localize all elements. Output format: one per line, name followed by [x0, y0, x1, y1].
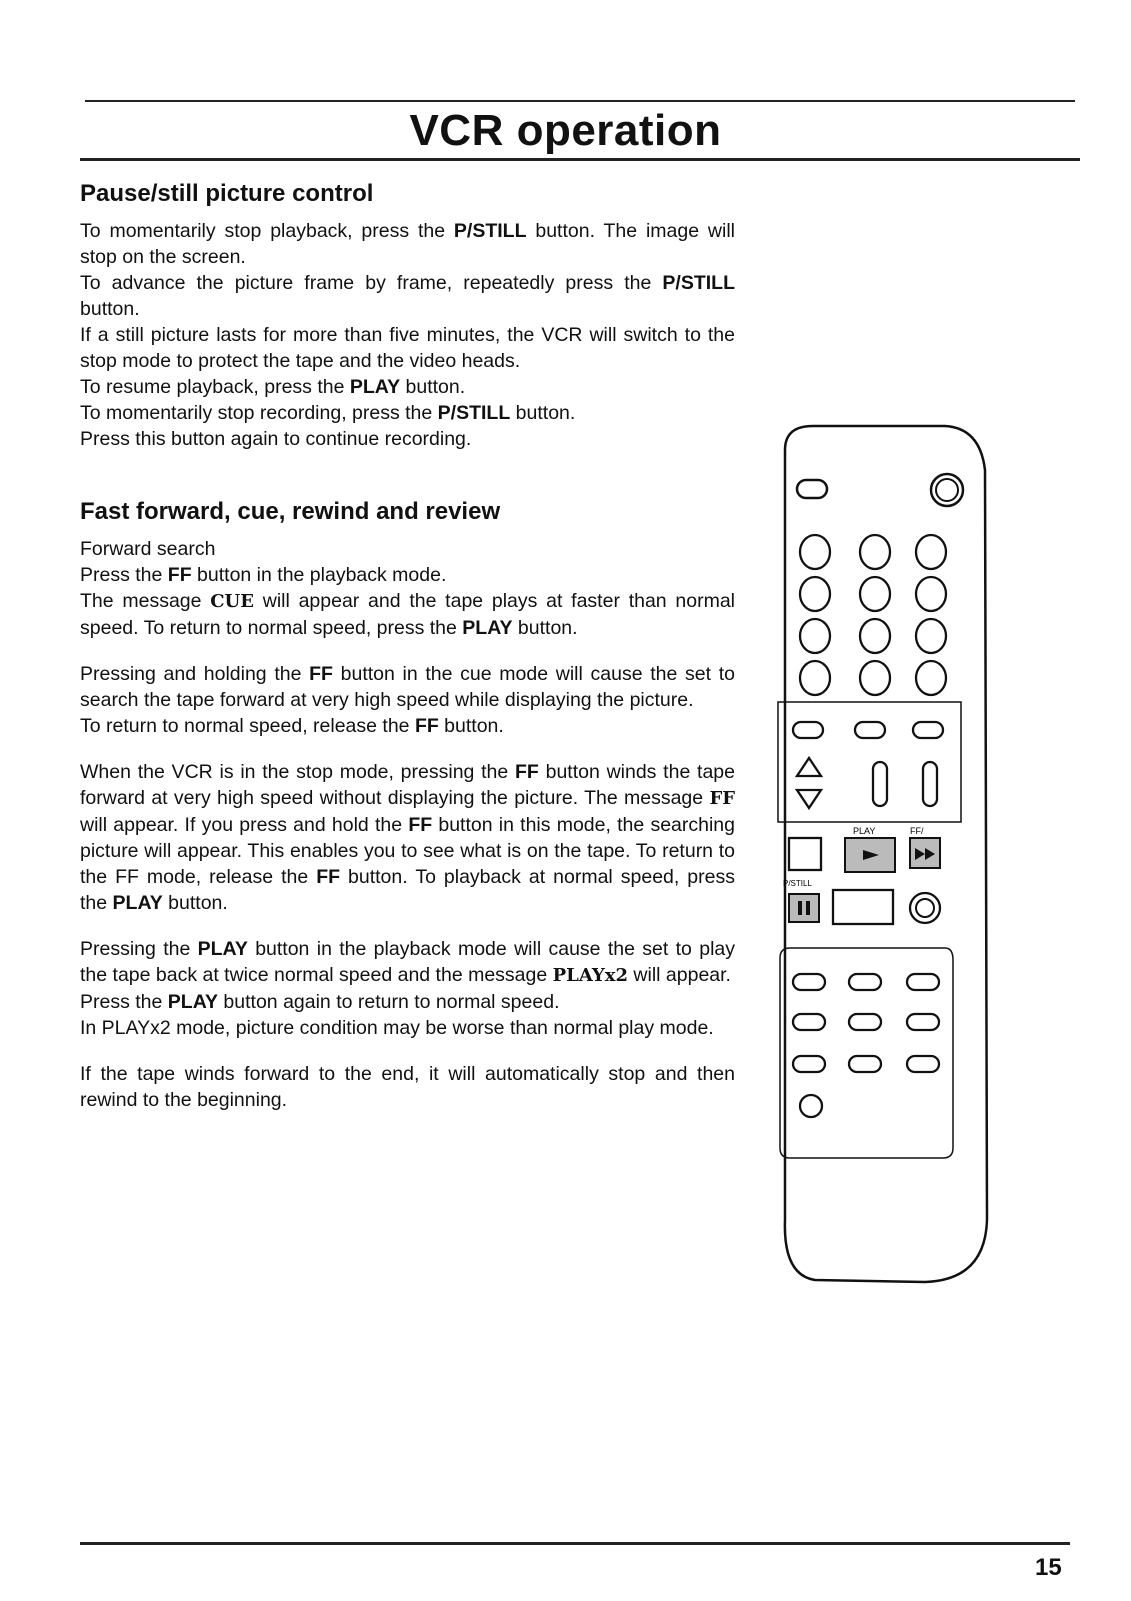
- numeric-keypad: [800, 535, 946, 695]
- button-name: FF: [515, 761, 539, 783]
- button-name: PLAY: [112, 892, 163, 914]
- text-run: To return to normal speed, release the: [80, 715, 415, 737]
- key-11: [860, 661, 890, 695]
- up-arrow-icon: [797, 758, 821, 776]
- key-4: [800, 577, 830, 611]
- text-run: If the tape winds forward to the end, it will automatically stop and then rewind to the beginning.: [80, 1063, 735, 1111]
- top-rule: [85, 100, 1075, 102]
- text-line: [80, 374, 735, 400]
- ff-label: FF/: [910, 826, 924, 836]
- button-name: FF: [316, 866, 341, 888]
- lower-button-grid: [793, 974, 939, 1117]
- pstill-label: P/STILL: [783, 879, 812, 888]
- paragraph-gap: [80, 641, 735, 661]
- text-run: button in the cue mode will cause the set to search the tape forward at very high speed while displaying the picture.: [80, 663, 735, 711]
- oval-button: [793, 722, 823, 738]
- button-name: P/STILL: [453, 220, 527, 242]
- round-button-outer: [910, 893, 940, 923]
- on-screen-message: CUE: [210, 591, 254, 612]
- text-run: button in the playback mode will cause the set to play the tape back at twice normal speed and the message: [80, 938, 735, 986]
- text-line: [80, 713, 735, 739]
- text-run: button winds the tape forward at very high speed without displaying the picture. The message: [80, 761, 735, 809]
- button-name: FF: [309, 663, 333, 685]
- button-name: FF: [414, 715, 439, 737]
- text-run: To momentarily stop playback, press the: [80, 220, 454, 242]
- tall-button: [923, 762, 937, 806]
- eject-button-inner: [936, 479, 958, 501]
- key-10: [800, 661, 830, 695]
- paragraph-gap: [80, 916, 735, 936]
- text-run: will appear and the tape plays at faster than normal speed. To return to normal speed, press the: [80, 590, 735, 639]
- button-name: PLAY: [462, 617, 513, 639]
- on-screen-message: FF: [709, 788, 735, 809]
- text-run: In PLAYx2 mode, picture condition may be worse than normal play mode.: [80, 1017, 714, 1039]
- text-run: button.: [512, 617, 578, 639]
- text-run: button.: [438, 715, 504, 737]
- button-name: PLAY: [349, 376, 401, 398]
- page-number: 15: [1035, 1554, 1062, 1581]
- text-line: [80, 936, 735, 989]
- oval-button: [913, 722, 943, 738]
- pause-icon: [798, 901, 802, 915]
- text-run: Pressing and holding the: [80, 663, 310, 685]
- text-run: button. The image will stop on the screen.: [80, 220, 735, 268]
- text-run: If a still picture lasts for more than five minutes, the VCR will switch to the stop mode to protect the tape and the video heads.: [80, 324, 735, 372]
- text-run: To resume playback, press the: [80, 376, 350, 398]
- text-line: [80, 426, 735, 452]
- text-run: Pressing the: [80, 938, 198, 960]
- down-arrow-icon: [797, 790, 821, 808]
- paragraph-gap: [80, 1041, 735, 1061]
- button-name: PLAY: [167, 991, 219, 1013]
- remote-control-illustration: [775, 420, 1015, 1300]
- text-run: button.: [400, 376, 466, 398]
- play-label: PLAY: [853, 826, 876, 836]
- text-run: button.: [510, 402, 576, 424]
- section-heading: Fast forward, cue, rewind and review: [80, 498, 501, 525]
- section-fast-forward: [80, 498, 735, 1113]
- button-name: FF: [408, 814, 433, 836]
- paragraph-gap: [80, 739, 735, 759]
- text-run: The message: [80, 590, 211, 612]
- section-heading: Pause/still picture control: [80, 180, 374, 207]
- text-run: To momentarily stop recording, press the: [80, 402, 438, 424]
- text-run: button again to return to normal speed.: [218, 991, 560, 1013]
- text-run: Forward search: [80, 538, 216, 560]
- text-run: will appear.: [628, 964, 731, 986]
- key-1: [800, 535, 830, 569]
- text-run: Press the: [80, 991, 168, 1013]
- section-body: [80, 536, 735, 1113]
- text-line: [80, 661, 735, 713]
- lower-panel-frame: [780, 948, 953, 1158]
- text-line: [80, 322, 735, 374]
- pstill-button: [789, 894, 819, 922]
- record-button: [833, 890, 893, 924]
- text-line: [80, 759, 735, 916]
- button-name: P/STILL: [662, 272, 735, 294]
- text-run: When the VCR is in the stop mode, pressing the: [80, 761, 516, 783]
- text-run: Press this button again to continue recording.: [80, 428, 472, 450]
- text-line: [80, 400, 735, 426]
- text-run: Press the: [80, 564, 168, 586]
- text-line: [80, 536, 735, 562]
- stop-button: [789, 838, 821, 870]
- page-title: VCR operation: [409, 106, 722, 155]
- text-run: button in the playback mode.: [191, 564, 447, 586]
- key-6: [916, 577, 946, 611]
- key-2: [860, 535, 890, 569]
- text-line: [80, 1015, 735, 1041]
- key-12: [916, 661, 946, 695]
- key-7: [800, 619, 830, 653]
- key-3: [916, 535, 946, 569]
- key-8: [860, 619, 890, 653]
- text-line: [80, 1061, 735, 1113]
- on-screen-message: PLAYx2: [552, 965, 628, 986]
- section-pause-still: [80, 180, 735, 452]
- button-name: P/STILL: [437, 402, 511, 424]
- text-run: button in this mode, the searching picture will appear. This enables you to see what is on the tape. To return to the FF mode, release the: [80, 814, 736, 888]
- text-run: button. To playback at normal speed, press the: [80, 866, 735, 914]
- section-body: [80, 218, 735, 452]
- oval-button: [855, 722, 885, 738]
- text-line: [80, 588, 735, 641]
- text-run: button.: [162, 892, 228, 914]
- key-9: [916, 619, 946, 653]
- button-name: FF: [167, 564, 192, 586]
- power-button: [797, 480, 827, 498]
- title-underline: [80, 158, 1080, 161]
- text-line: [80, 270, 735, 322]
- bottom-rule: [80, 1542, 1070, 1545]
- text-line: [80, 218, 735, 270]
- text-line: [80, 989, 735, 1015]
- tall-button: [873, 762, 887, 806]
- key-5: [860, 577, 890, 611]
- button-name: PLAY: [197, 938, 248, 960]
- text-run: button.: [80, 298, 140, 320]
- text-run: To advance the picture frame by frame, repeatedly press the: [80, 272, 663, 294]
- text-run: will appear. If you press and hold the: [80, 814, 409, 836]
- text-line: [80, 562, 735, 588]
